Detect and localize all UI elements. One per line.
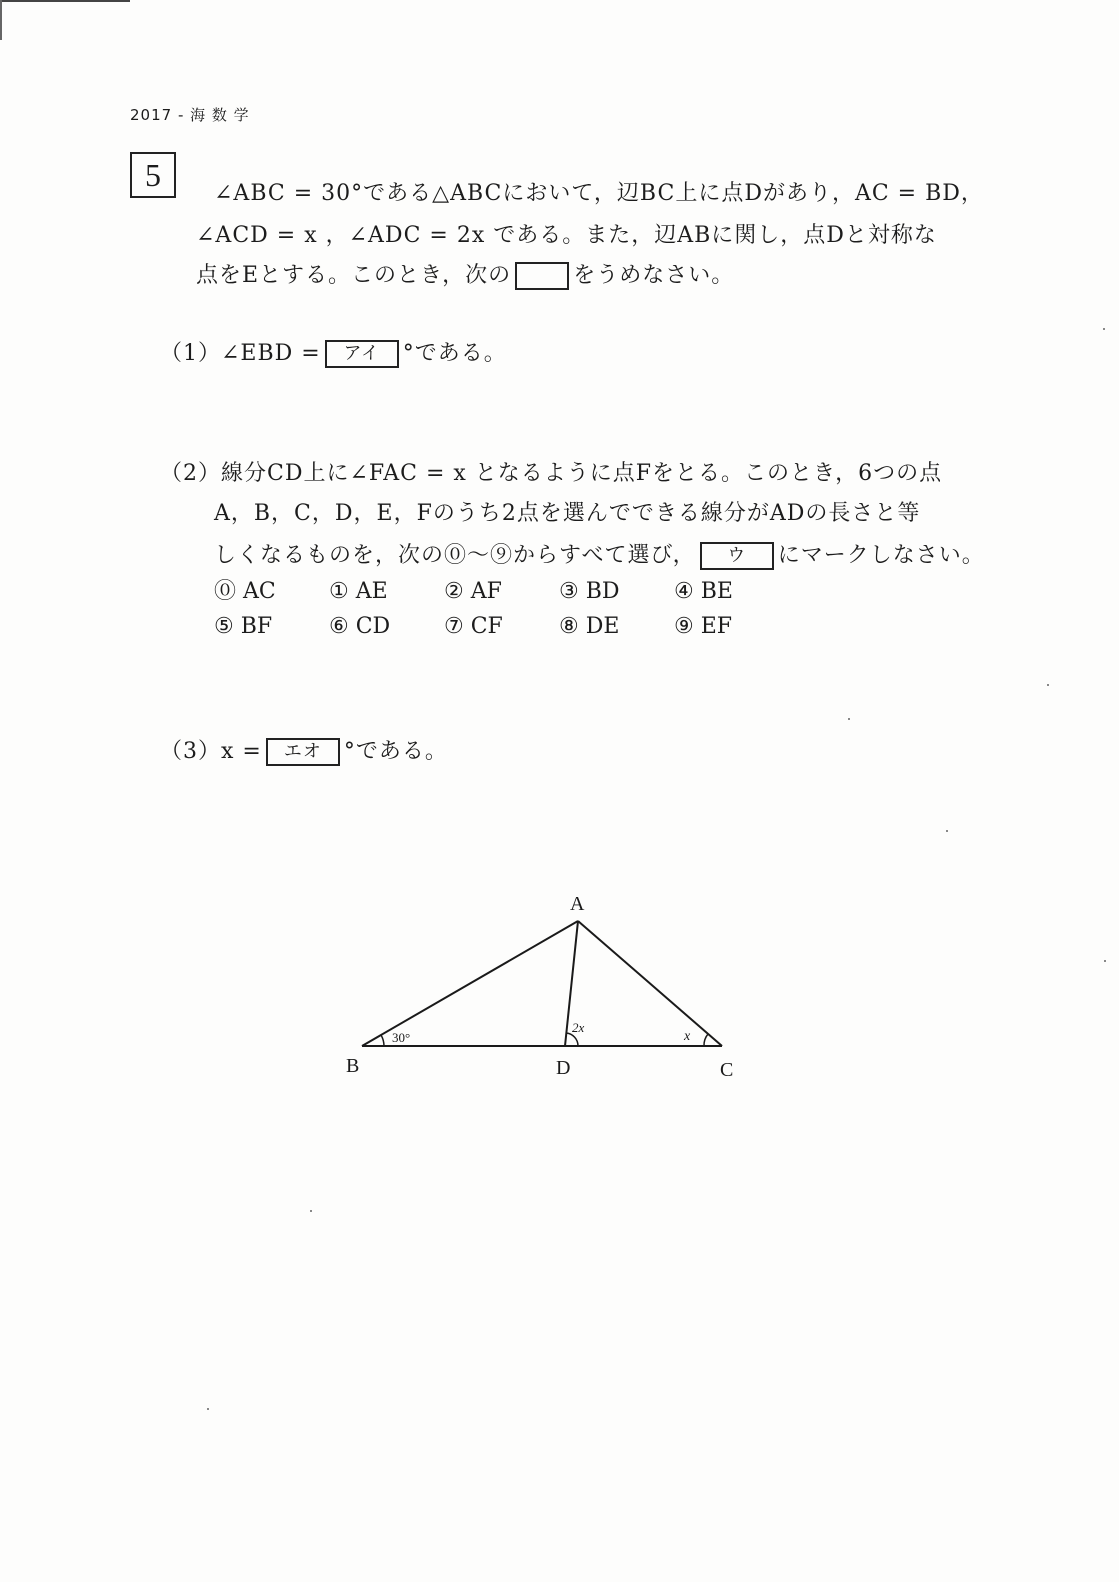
segment-AC bbox=[578, 921, 722, 1046]
intro-line-3-pre: 点をEとする。このとき，次の bbox=[196, 263, 512, 288]
intro-line-1: ∠ABC = 30°である△ABCにおいて，辺BC上に点Dがあり，AC = BD， bbox=[214, 181, 984, 206]
scan-speck bbox=[946, 830, 948, 832]
q2-line-2: A，B，C，D，E，Fのうち2点を選んでできる線分がADの長さと等 bbox=[214, 501, 921, 526]
angle-label-C: x bbox=[684, 1029, 691, 1044]
intro-line-3-post: をうめなさい。 bbox=[573, 263, 735, 288]
scan-speck bbox=[1104, 960, 1106, 962]
angle-label-B: 30° bbox=[392, 1030, 411, 1045]
page-header: 2017 - 海 数 学 bbox=[130, 106, 250, 124]
scan-speck bbox=[1103, 328, 1105, 330]
q2-line-3-post: にマークしなさい。 bbox=[777, 543, 985, 568]
choice-8: ⑧ DE bbox=[559, 614, 620, 639]
angle-arc-B bbox=[381, 1035, 384, 1046]
label-D: D bbox=[556, 1057, 571, 1079]
question-number-box: 5 bbox=[130, 152, 176, 198]
q2-line-3-pre: しくなるものを，次の⓪〜⑨からすべて選び， bbox=[214, 543, 696, 568]
q1-suffix: °である。 bbox=[402, 341, 507, 366]
choice-2: ② AF bbox=[444, 579, 502, 604]
choice-3: ③ BD bbox=[559, 579, 620, 604]
choice-4: ④ BE bbox=[674, 579, 733, 604]
label-C: C bbox=[720, 1059, 734, 1081]
q2-line-1: （2）線分CD上に∠FAC = x となるように点Fをとる。このとき，6つの点 bbox=[160, 461, 943, 486]
scan-speck bbox=[848, 718, 850, 720]
label-B: B bbox=[346, 1055, 360, 1077]
angle-label-D: 2x bbox=[572, 1020, 585, 1035]
angle-arc-C bbox=[704, 1034, 708, 1046]
q3-answer-box: エオ bbox=[266, 738, 340, 766]
scan-speck bbox=[310, 1210, 312, 1212]
q1-answer-box: アイ bbox=[325, 340, 399, 368]
q3-prefix: （3）x = bbox=[160, 739, 262, 764]
q2-answer-box: ウ bbox=[700, 542, 774, 570]
label-A: A bbox=[570, 893, 585, 915]
scan-speck bbox=[207, 1408, 209, 1410]
q3-suffix: °である。 bbox=[343, 739, 448, 764]
segment-AB bbox=[362, 921, 578, 1046]
intro-line-2: ∠ACD = x ，∠ADC = 2x である。また，辺ABに関し，点Dと対称な bbox=[196, 223, 937, 248]
choice-9: ⑨ EF bbox=[674, 614, 733, 639]
choice-1: ① AE bbox=[329, 579, 388, 604]
choice-7: ⑦ CF bbox=[444, 614, 503, 639]
q1-prefix: （1）∠EBD = bbox=[160, 341, 321, 366]
choice-5: ⑤ BF bbox=[214, 614, 273, 639]
scan-speck bbox=[1047, 684, 1049, 686]
choice-0: ⓪ AC bbox=[214, 579, 276, 604]
choice-6: ⑥ CD bbox=[329, 614, 391, 639]
